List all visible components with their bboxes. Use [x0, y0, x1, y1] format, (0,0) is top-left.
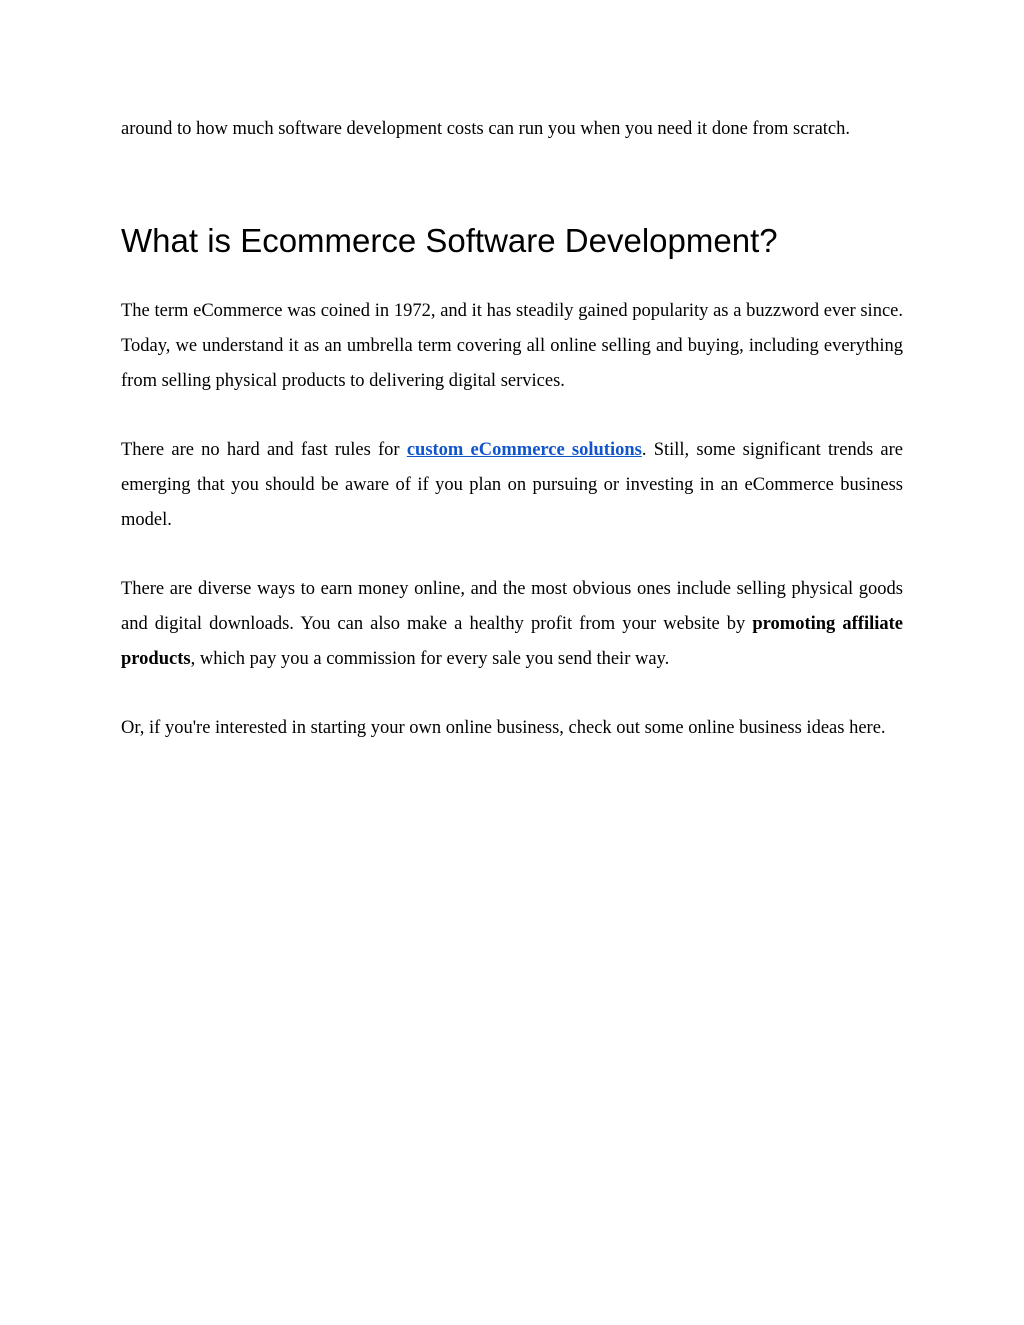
paragraph-earn-money-text-after: , which pay you a commission for every sale you send their way. [190, 649, 670, 669]
paragraph-earn-money-text-before: There are diverse ways to earn money online, and the most obvious ones include selling physical goods and digital downloads. You can also make a healthy profit from your website by [121, 579, 903, 634]
paragraph-custom-solutions-text-before: There are no hard and fast rules for [121, 440, 407, 460]
paragraph-earn-money [121, 572, 903, 677]
promoting-affiliate-products-text: promoting affiliate products [121, 614, 903, 669]
paragraph-custom-solutions [121, 433, 903, 538]
paragraph-business-ideas: Or, if you're interested in starting your own online business, check out some online business ideas here. [121, 718, 886, 738]
paragraph-custom-solutions-text-after: . Still, some significant trends are emerging that you should be aware of if you plan on pursuing or investing in an eCommerce business model. [121, 440, 903, 530]
paragraph-ecommerce-definition: The term eCommerce was coined in 1972, and it has steadily gained popularity as a buzzword ever since. Today, we understand it as an umbrella term covering all online selling and buying, including everything from selling physical products to delivering digital services. [121, 301, 903, 391]
custom-ecommerce-solutions-link[interactable]: custom eCommerce solutions [406, 440, 642, 460]
section-heading: What is Ecommerce Software Development? [121, 222, 778, 259]
document-page [121, 112, 903, 780]
intro-paragraph: around to how much software development costs can run you when you need it done from scratch. [121, 119, 851, 139]
